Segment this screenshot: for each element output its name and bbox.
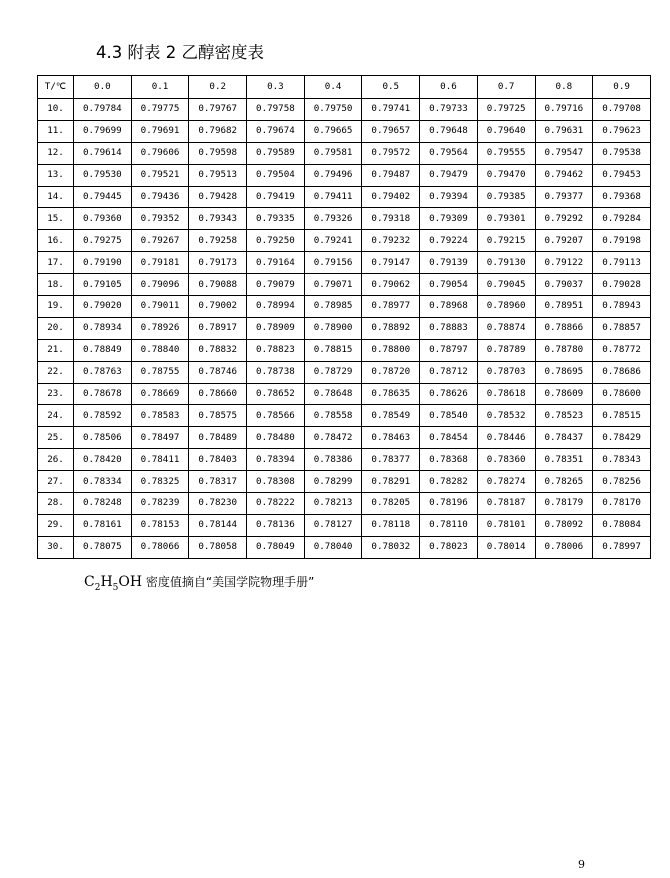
- density-cell: 0.79581: [304, 142, 362, 164]
- formula-subscript: 5: [112, 582, 119, 593]
- density-cell: 0.78695: [535, 361, 593, 383]
- density-cell: 0.78006: [535, 536, 593, 558]
- table-row: [38, 471, 651, 493]
- table-row: [38, 536, 651, 558]
- density-cell: 0.79572: [362, 142, 420, 164]
- density-cell: 0.79326: [304, 208, 362, 230]
- density-cell: 0.79275: [74, 230, 132, 252]
- density-cell: 0.78049: [247, 536, 305, 558]
- density-cell: 0.79164: [247, 252, 305, 274]
- density-cell: 0.78153: [131, 514, 189, 536]
- density-cell: 0.78857: [593, 317, 651, 339]
- density-cell: 0.78883: [420, 317, 478, 339]
- density-cell: 0.79020: [74, 296, 132, 318]
- table-row: [38, 120, 651, 142]
- density-cell: 0.78334: [74, 471, 132, 493]
- density-cell: 0.79062: [362, 274, 420, 296]
- density-cell: 0.79436: [131, 186, 189, 208]
- density-cell: 0.78497: [131, 427, 189, 449]
- density-cell: 0.78600: [593, 383, 651, 405]
- density-cell: 0.78951: [535, 296, 593, 318]
- density-cell: 0.78136: [247, 514, 305, 536]
- temperature-cell: 27.: [38, 471, 74, 493]
- temperature-cell: 19.: [38, 296, 74, 318]
- table-row: [38, 514, 651, 536]
- density-cell: 0.78075: [74, 536, 132, 558]
- source-note: [84, 573, 314, 593]
- density-cell: 0.78222: [247, 493, 305, 515]
- density-cell: 0.79648: [420, 120, 478, 142]
- density-cell: 0.79267: [131, 230, 189, 252]
- density-cell: 0.78454: [420, 427, 478, 449]
- table-row: [38, 493, 651, 515]
- temperature-cell: 14.: [38, 186, 74, 208]
- density-cell: 0.79741: [362, 99, 420, 121]
- density-cell: 0.78325: [131, 471, 189, 493]
- density-cell: 0.78161: [74, 514, 132, 536]
- column-header: 0.2: [189, 76, 247, 99]
- density-cell: 0.79623: [593, 120, 651, 142]
- density-cell: 0.78968: [420, 296, 478, 318]
- density-cell: 0.78066: [131, 536, 189, 558]
- density-cell: 0.79606: [131, 142, 189, 164]
- source-note-text: 密度值摘自“美国学院物理手册”: [142, 575, 315, 589]
- temperature-cell: 10.: [38, 99, 74, 121]
- column-header: 0.4: [304, 76, 362, 99]
- density-cell: 0.79708: [593, 99, 651, 121]
- density-cell: 0.79775: [131, 99, 189, 121]
- density-cell: 0.78179: [535, 493, 593, 515]
- density-cell: 0.79394: [420, 186, 478, 208]
- density-cell: 0.78274: [477, 471, 535, 493]
- density-cell: 0.78934: [74, 317, 132, 339]
- density-cell: 0.78540: [420, 405, 478, 427]
- density-cell: 0.79750: [304, 99, 362, 121]
- table-row: [38, 427, 651, 449]
- density-cell: 0.78635: [362, 383, 420, 405]
- temperature-cell: 28.: [38, 493, 74, 515]
- density-cell: 0.78729: [304, 361, 362, 383]
- density-cell: 0.79241: [304, 230, 362, 252]
- density-cell: 0.78265: [535, 471, 593, 493]
- density-cell: 0.78489: [189, 427, 247, 449]
- density-cell: 0.79513: [189, 164, 247, 186]
- density-cell: 0.78566: [247, 405, 305, 427]
- temperature-cell: 23.: [38, 383, 74, 405]
- density-cell: 0.78058: [189, 536, 247, 558]
- density-cell: 0.78110: [420, 514, 478, 536]
- density-cell: 0.79598: [189, 142, 247, 164]
- density-cell: 0.78386: [304, 449, 362, 471]
- density-cell: 0.79147: [362, 252, 420, 274]
- page-number: 9: [578, 858, 585, 871]
- temperature-cell: 25.: [38, 427, 74, 449]
- table-row: [38, 383, 651, 405]
- density-cell: 0.78213: [304, 493, 362, 515]
- density-cell: 0.79496: [304, 164, 362, 186]
- density-cell: 0.79428: [189, 186, 247, 208]
- density-cell: 0.78040: [304, 536, 362, 558]
- density-cell: 0.79521: [131, 164, 189, 186]
- density-cell: 0.78866: [535, 317, 593, 339]
- density-cell: 0.78648: [304, 383, 362, 405]
- table-row: [38, 296, 651, 318]
- density-cell: 0.78437: [535, 427, 593, 449]
- density-cell: 0.79232: [362, 230, 420, 252]
- column-header: 0.9: [593, 76, 651, 99]
- density-cell: 0.78997: [593, 536, 651, 558]
- table-body: [38, 99, 651, 559]
- density-cell: 0.78343: [593, 449, 651, 471]
- density-cell: 0.79258: [189, 230, 247, 252]
- density-cell: 0.78291: [362, 471, 420, 493]
- density-cell: 0.79079: [247, 274, 305, 296]
- column-header: T/℃: [38, 76, 74, 99]
- density-cell: 0.79250: [247, 230, 305, 252]
- density-cell: 0.79691: [131, 120, 189, 142]
- density-cell: 0.78023: [420, 536, 478, 558]
- density-cell: 0.78712: [420, 361, 478, 383]
- density-cell: 0.79037: [535, 274, 593, 296]
- density-cell: 0.79071: [304, 274, 362, 296]
- density-cell: 0.78900: [304, 317, 362, 339]
- density-cell: 0.78678: [74, 383, 132, 405]
- ethanol-density-table: [37, 75, 651, 559]
- density-cell: 0.79699: [74, 120, 132, 142]
- table-row: [38, 339, 651, 361]
- density-cell: 0.78032: [362, 536, 420, 558]
- density-cell: 0.79767: [189, 99, 247, 121]
- density-cell: 0.79190: [74, 252, 132, 274]
- density-cell: 0.79716: [535, 99, 593, 121]
- density-cell: 0.78429: [593, 427, 651, 449]
- temperature-cell: 13.: [38, 164, 74, 186]
- density-cell: 0.78308: [247, 471, 305, 493]
- density-cell: 0.79335: [247, 208, 305, 230]
- column-header: 0.5: [362, 76, 420, 99]
- density-cell: 0.79419: [247, 186, 305, 208]
- density-cell: 0.78532: [477, 405, 535, 427]
- density-cell: 0.78917: [189, 317, 247, 339]
- density-cell: 0.78926: [131, 317, 189, 339]
- density-cell: 0.78909: [247, 317, 305, 339]
- density-cell: 0.78892: [362, 317, 420, 339]
- density-cell: 0.79411: [304, 186, 362, 208]
- density-cell: 0.78703: [477, 361, 535, 383]
- density-cell: 0.79284: [593, 208, 651, 230]
- density-cell: 0.79096: [131, 274, 189, 296]
- density-cell: 0.78669: [131, 383, 189, 405]
- table-row: [38, 361, 651, 383]
- table-row: [38, 317, 651, 339]
- density-cell: 0.78626: [420, 383, 478, 405]
- density-cell: 0.79309: [420, 208, 478, 230]
- density-cell: 0.78014: [477, 536, 535, 558]
- density-cell: 0.79122: [535, 252, 593, 274]
- temperature-cell: 16.: [38, 230, 74, 252]
- table-row: [38, 164, 651, 186]
- density-cell: 0.78256: [593, 471, 651, 493]
- density-cell: 0.78849: [74, 339, 132, 361]
- formula-subscript: 2: [94, 582, 101, 593]
- density-cell: 0.79665: [304, 120, 362, 142]
- table-row: [38, 186, 651, 208]
- density-cell: 0.79360: [74, 208, 132, 230]
- density-cell: 0.79301: [477, 208, 535, 230]
- temperature-cell: 17.: [38, 252, 74, 274]
- density-cell: 0.79538: [593, 142, 651, 164]
- temperature-cell: 30.: [38, 536, 74, 558]
- density-cell: 0.79682: [189, 120, 247, 142]
- density-cell: 0.79725: [477, 99, 535, 121]
- density-cell: 0.79784: [74, 99, 132, 121]
- table-header-row: [38, 76, 651, 99]
- density-cell: 0.79028: [593, 274, 651, 296]
- density-cell: 0.79470: [477, 164, 535, 186]
- density-cell: 0.79054: [420, 274, 478, 296]
- density-cell: 0.79088: [189, 274, 247, 296]
- temperature-cell: 24.: [38, 405, 74, 427]
- density-cell: 0.78738: [247, 361, 305, 383]
- density-cell: 0.78092: [535, 514, 593, 536]
- density-cell: 0.78377: [362, 449, 420, 471]
- density-cell: 0.78686: [593, 361, 651, 383]
- density-cell: 0.78317: [189, 471, 247, 493]
- column-header: 0.1: [131, 76, 189, 99]
- density-cell: 0.79657: [362, 120, 420, 142]
- density-cell: 0.78755: [131, 361, 189, 383]
- density-cell: 0.78763: [74, 361, 132, 383]
- column-header: 0.8: [535, 76, 593, 99]
- density-cell: 0.78187: [477, 493, 535, 515]
- density-cell: 0.78800: [362, 339, 420, 361]
- density-cell: 0.78084: [593, 514, 651, 536]
- table-row: [38, 208, 651, 230]
- density-cell: 0.78230: [189, 493, 247, 515]
- density-cell: 0.78960: [477, 296, 535, 318]
- density-cell: 0.79589: [247, 142, 305, 164]
- density-cell: 0.78797: [420, 339, 478, 361]
- density-cell: 0.78874: [477, 317, 535, 339]
- density-cell: 0.79733: [420, 99, 478, 121]
- temperature-cell: 11.: [38, 120, 74, 142]
- density-cell: 0.79487: [362, 164, 420, 186]
- density-cell: 0.79640: [477, 120, 535, 142]
- density-cell: 0.78772: [593, 339, 651, 361]
- density-cell: 0.79504: [247, 164, 305, 186]
- density-cell: 0.79002: [189, 296, 247, 318]
- density-cell: 0.78446: [477, 427, 535, 449]
- density-cell: 0.78403: [189, 449, 247, 471]
- density-cell: 0.78472: [304, 427, 362, 449]
- density-cell: 0.79139: [420, 252, 478, 274]
- density-cell: 0.79385: [477, 186, 535, 208]
- density-cell: 0.78746: [189, 361, 247, 383]
- density-cell: 0.78420: [74, 449, 132, 471]
- density-cell: 0.78815: [304, 339, 362, 361]
- density-cell: 0.79343: [189, 208, 247, 230]
- density-cell: 0.79479: [420, 164, 478, 186]
- density-cell: 0.78205: [362, 493, 420, 515]
- density-cell: 0.79113: [593, 252, 651, 274]
- density-cell: 0.78299: [304, 471, 362, 493]
- table-row: [38, 99, 651, 121]
- density-cell: 0.78118: [362, 514, 420, 536]
- density-cell: 0.78360: [477, 449, 535, 471]
- density-cell: 0.78144: [189, 514, 247, 536]
- column-header: 0.7: [477, 76, 535, 99]
- temperature-cell: 22.: [38, 361, 74, 383]
- density-cell: 0.78463: [362, 427, 420, 449]
- formula-part: OH: [118, 574, 143, 590]
- density-cell: 0.78618: [477, 383, 535, 405]
- density-cell: 0.79318: [362, 208, 420, 230]
- density-cell: 0.79547: [535, 142, 593, 164]
- density-cell: 0.79207: [535, 230, 593, 252]
- density-cell: 0.79352: [131, 208, 189, 230]
- density-cell: 0.78789: [477, 339, 535, 361]
- density-cell: 0.78720: [362, 361, 420, 383]
- density-cell: 0.78583: [131, 405, 189, 427]
- density-cell: 0.78609: [535, 383, 593, 405]
- density-cell: 0.79614: [74, 142, 132, 164]
- section-title: 4.3 附表 2 乙醇密度表: [96, 43, 264, 62]
- density-cell: 0.79453: [593, 164, 651, 186]
- density-cell: 0.78977: [362, 296, 420, 318]
- density-cell: 0.79631: [535, 120, 593, 142]
- column-header: 0.6: [420, 76, 478, 99]
- column-header: 0.0: [74, 76, 132, 99]
- density-cell: 0.78660: [189, 383, 247, 405]
- density-cell: 0.78394: [247, 449, 305, 471]
- density-cell: 0.78780: [535, 339, 593, 361]
- table-row: [38, 252, 651, 274]
- ethanol-formula: [84, 574, 143, 593]
- density-cell: 0.79173: [189, 252, 247, 274]
- density-cell: 0.79130: [477, 252, 535, 274]
- density-cell: 0.78170: [593, 493, 651, 515]
- density-cell: 0.78411: [131, 449, 189, 471]
- density-cell: 0.78515: [593, 405, 651, 427]
- temperature-cell: 12.: [38, 142, 74, 164]
- formula-part: C: [84, 574, 95, 590]
- density-cell: 0.78196: [420, 493, 478, 515]
- density-cell: 0.79462: [535, 164, 593, 186]
- temperature-cell: 18.: [38, 274, 74, 296]
- density-cell: 0.79045: [477, 274, 535, 296]
- density-cell: 0.79445: [74, 186, 132, 208]
- density-cell: 0.78840: [131, 339, 189, 361]
- temperature-cell: 21.: [38, 339, 74, 361]
- table-row: [38, 230, 651, 252]
- density-cell: 0.78368: [420, 449, 478, 471]
- density-cell: 0.78652: [247, 383, 305, 405]
- density-cell: 0.79105: [74, 274, 132, 296]
- density-cell: 0.78985: [304, 296, 362, 318]
- density-cell: 0.78832: [189, 339, 247, 361]
- density-cell: 0.79402: [362, 186, 420, 208]
- density-cell: 0.78592: [74, 405, 132, 427]
- formula-part: H: [100, 574, 113, 590]
- density-cell: 0.79758: [247, 99, 305, 121]
- density-cell: 0.79156: [304, 252, 362, 274]
- density-cell: 0.79530: [74, 164, 132, 186]
- density-cell: 0.78523: [535, 405, 593, 427]
- density-cell: 0.79292: [535, 208, 593, 230]
- density-cell: 0.78282: [420, 471, 478, 493]
- density-cell: 0.78239: [131, 493, 189, 515]
- density-cell: 0.78994: [247, 296, 305, 318]
- table-row: [38, 405, 651, 427]
- table-row: [38, 274, 651, 296]
- density-cell: 0.78549: [362, 405, 420, 427]
- density-cell: 0.79564: [420, 142, 478, 164]
- density-cell: 0.78248: [74, 493, 132, 515]
- density-cell: 0.79215: [477, 230, 535, 252]
- density-cell: 0.79368: [593, 186, 651, 208]
- temperature-cell: 26.: [38, 449, 74, 471]
- temperature-cell: 15.: [38, 208, 74, 230]
- density-cell: 0.79011: [131, 296, 189, 318]
- table-row: [38, 142, 651, 164]
- table-row: [38, 449, 651, 471]
- column-header: 0.3: [247, 76, 305, 99]
- density-cell: 0.79181: [131, 252, 189, 274]
- density-cell: 0.79224: [420, 230, 478, 252]
- density-cell: 0.78351: [535, 449, 593, 471]
- density-cell: 0.78943: [593, 296, 651, 318]
- density-cell: 0.78127: [304, 514, 362, 536]
- density-cell: 0.79198: [593, 230, 651, 252]
- density-cell: 0.78823: [247, 339, 305, 361]
- density-cell: 0.79555: [477, 142, 535, 164]
- temperature-cell: 20.: [38, 317, 74, 339]
- density-cell: 0.78101: [477, 514, 535, 536]
- density-cell: 0.78480: [247, 427, 305, 449]
- density-cell: 0.79674: [247, 120, 305, 142]
- density-cell: 0.79377: [535, 186, 593, 208]
- density-cell: 0.78575: [189, 405, 247, 427]
- density-cell: 0.78558: [304, 405, 362, 427]
- temperature-cell: 29.: [38, 514, 74, 536]
- density-cell: 0.78506: [74, 427, 132, 449]
